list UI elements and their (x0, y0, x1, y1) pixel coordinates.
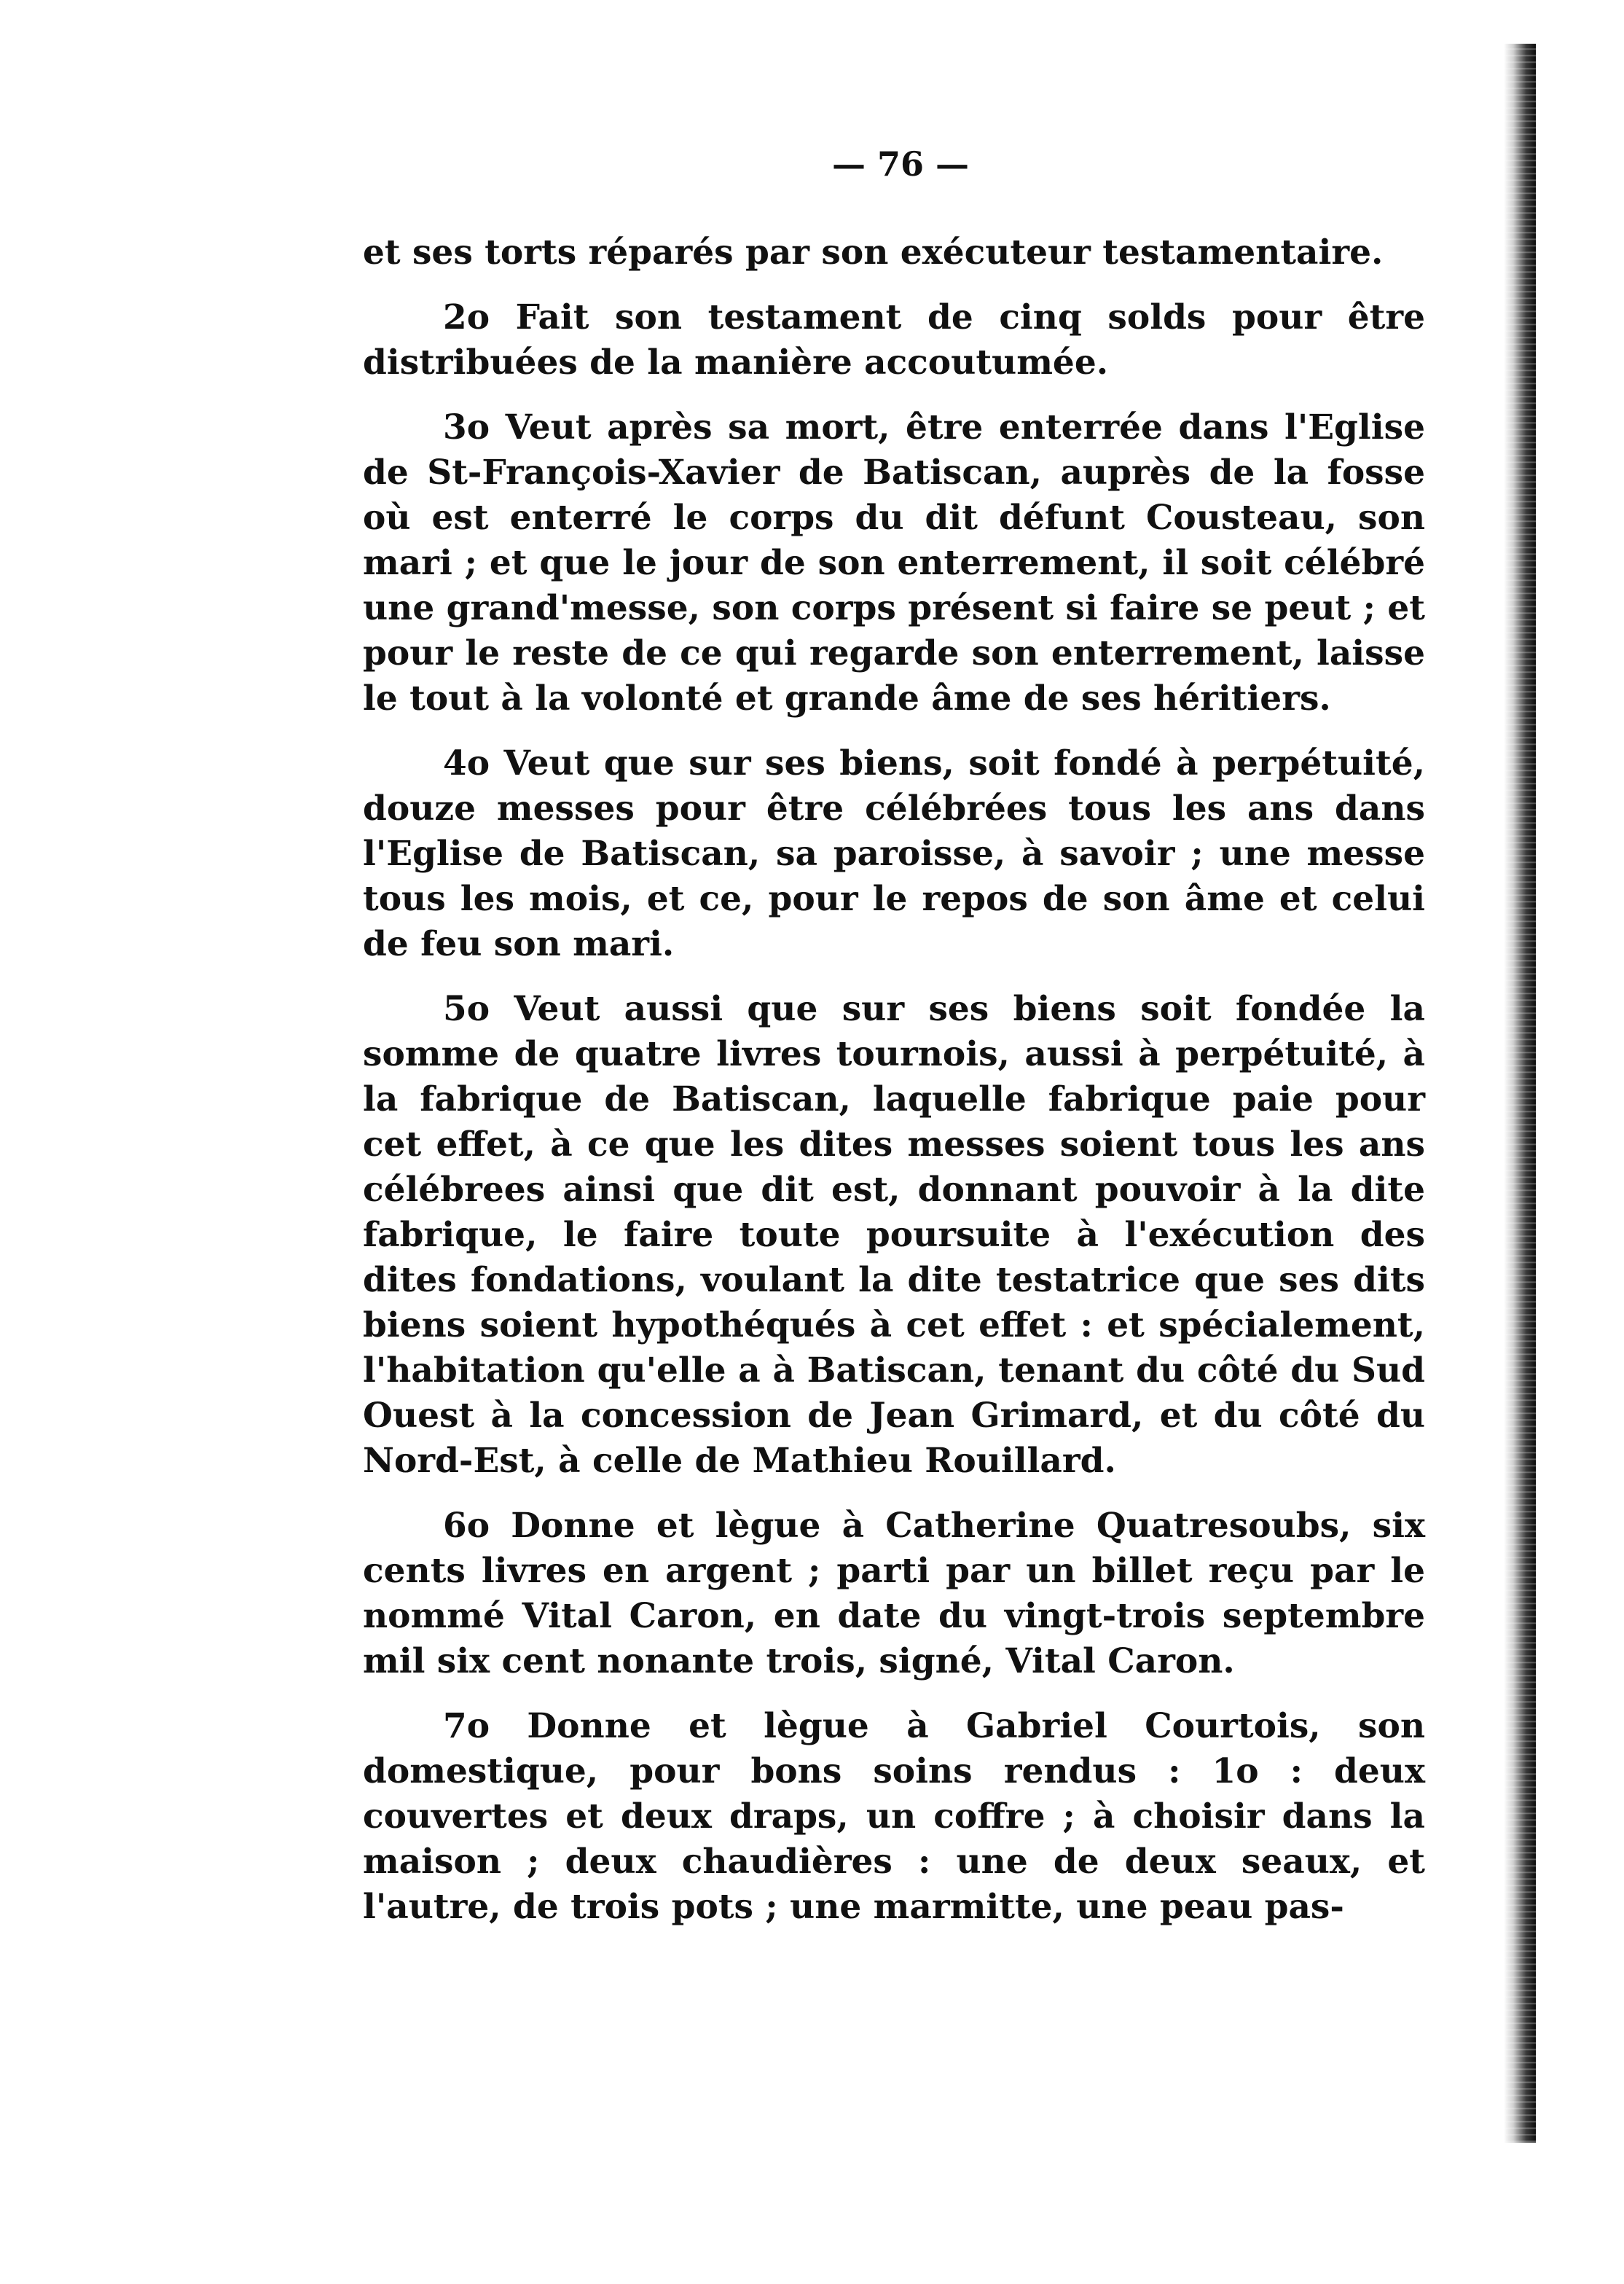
paragraph-item-3: 3o Veut après sa mort, être enterrée dans l'Eglise de St-François-Xavier de Batiscan, auprès de la fosse où est enterré le corps du dit défunt Cousteau, son mari ; et que le jour de son enterrement, il soit célébré une grand'messe, son corps présent si faire se peut ; et pour le reste de ce qui regarde son enterrement, laisse le tout à la volonté et grande âme de ses héritiers. (363, 407, 1425, 719)
body-text (363, 230, 1425, 1949)
paragraph-item-2: 2o Fait son testament de cinq solds pour être distribuées de la manière accoutumée. (363, 297, 1425, 383)
paragraph-continuation: et ses torts réparés par son exécuteur testamentaire. (363, 232, 1384, 273)
paragraph-item-7: 7o Donne et lègue à Gabriel Courtois, son domestique, pour bons soins rendus : 1o : deux couvertes et deux draps, un coffre ; à choisir dans la maison ; deux chaudières : une de deux seaux, et l'autre, de trois pots ; une marmitte, une peau pas- (363, 1706, 1425, 1927)
page-number: — 76 — (831, 144, 970, 184)
scan-binding-edge (1504, 44, 1536, 2143)
paragraph-item-5: 5o Veut aussi que sur ses biens soit fondée la somme de quatre livres tournois, aussi à perpétuité, à la fabrique de Batiscan, laquelle fabrique paie pour cet effet, à ce que les dites messes soient tous les ans célébrees ainsi que dit est, donnant pouvoir à la dite fabrique, le faire toute poursuite à l'exécution des dites fondations, voulant la dite testatrice que ses dits biens soient hypothéqués à cet effet : et spécialement, l'habitation qu'elle a à Batiscan, tenant du côté du Sud Ouest à la concession de Jean Grimard, et du côté du Nord-Est, à celle de Mathieu Rouillard. (363, 989, 1425, 1481)
paragraph-item-6: 6o Donne et lègue à Catherine Quatresoubs, six cents livres en argent ; parti par un billet reçu par le nommé Vital Caron, en date du vingt-trois septembre mil six cent nonante trois, signé, Vital Caron. (363, 1506, 1425, 1681)
paragraph-item-4: 4o Veut que sur ses biens, soit fondé à perpétuité, douze messes pour être célébrées tous les ans dans l'Eglise de Batiscan, sa paroisse, à savoir ; une messe tous les mois, et ce, pour le repos de son âme et celui de feu son mari. (363, 743, 1425, 964)
